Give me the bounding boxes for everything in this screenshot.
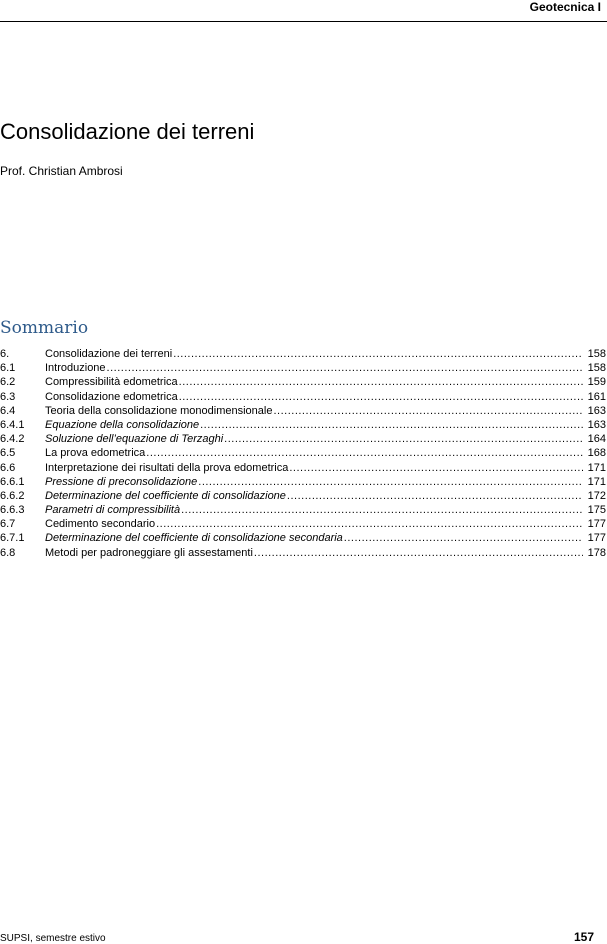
toc-entry-title: Introduzione xyxy=(45,362,106,375)
toc-entry-number: 6.8 xyxy=(0,546,16,559)
toc-entry-title: Pressione di preconsolidazione xyxy=(45,475,198,488)
toc-dot-leader xyxy=(179,375,583,389)
toc-dot-leader xyxy=(273,404,583,418)
toc-entry-page: 177 xyxy=(587,518,606,531)
toc-dot-leader xyxy=(179,390,583,404)
toc-entry-number: 6.7 xyxy=(0,518,16,531)
toc-entry-title: Equazione della consolidazione xyxy=(45,418,200,431)
toc-entry-page: 171 xyxy=(587,475,606,488)
toc-entry-page: 177 xyxy=(587,532,606,545)
toc-entry-title: La prova edometrica xyxy=(45,447,146,460)
toc-entry-number: 6.4.1 xyxy=(0,418,25,431)
toc-entry-number: 6.6 xyxy=(0,461,16,474)
toc-entry-title: Parametri di compressibilità xyxy=(45,504,181,517)
toc-entry-page: 175 xyxy=(587,504,606,517)
toc-entry[interactable] xyxy=(0,546,607,560)
toc-dot-leader xyxy=(287,489,583,503)
toc-dot-leader xyxy=(181,503,583,517)
toc-dot-leader xyxy=(224,432,583,446)
toc-entry-title: Determinazione del coefficiente di consolidazione xyxy=(45,489,286,502)
toc-entry[interactable] xyxy=(0,347,607,361)
toc-entry-page: 163 xyxy=(587,404,606,417)
toc-entry[interactable] xyxy=(0,489,607,503)
toc-entry-number: 6.5 xyxy=(0,447,16,460)
toc-entry-number: 6.7.1 xyxy=(0,532,25,545)
toc-entry-title: Teoria della consolidazione monodimensionale xyxy=(45,404,273,417)
toc-dot-leader xyxy=(289,461,583,475)
toc-entry-number: 6.6.3 xyxy=(0,504,25,517)
toc-dot-leader xyxy=(173,347,583,361)
toc-entry[interactable] xyxy=(0,475,607,489)
toc-entry-number: 6.6.2 xyxy=(0,489,25,502)
toc-entry-page: 163 xyxy=(587,418,606,431)
toc-entry-page: 171 xyxy=(587,461,606,474)
toc-entry[interactable] xyxy=(0,432,607,446)
toc-entry-title: Cedimento secondario xyxy=(45,518,156,531)
toc-entry[interactable] xyxy=(0,517,607,531)
toc-entry-number: 6.6.1 xyxy=(0,475,25,488)
toc-entry-page: 168 xyxy=(587,447,606,460)
toc-entry-title: Interpretazione dei risultati della prova edometrica xyxy=(45,461,289,474)
toc-dot-leader xyxy=(254,546,583,560)
header-rule xyxy=(0,21,607,22)
table-of-contents xyxy=(0,347,607,560)
toc-dot-leader xyxy=(107,361,583,375)
toc-entry[interactable] xyxy=(0,404,607,418)
toc-dot-leader xyxy=(156,517,583,531)
toc-entry[interactable] xyxy=(0,418,607,432)
toc-entry-title: Consolidazione edometrica xyxy=(45,390,178,403)
toc-entry-page: 159 xyxy=(587,376,606,389)
running-header-title: Geotecnica I xyxy=(529,0,601,14)
toc-entry-number: 6.3 xyxy=(0,390,16,403)
toc-entry[interactable] xyxy=(0,446,607,460)
toc-entry[interactable] xyxy=(0,375,607,389)
chapter-author: Prof. Christian Ambrosi xyxy=(0,164,123,178)
toc-entry-number: 6.4 xyxy=(0,404,16,417)
toc-entry[interactable] xyxy=(0,361,607,375)
toc-dot-leader xyxy=(198,475,583,489)
toc-entry-title: Soluzione dell’equazione di Terzaghi xyxy=(45,433,224,446)
toc-dot-leader xyxy=(200,418,583,432)
toc-entry-number: 6.1 xyxy=(0,362,16,375)
toc-heading: Sommario xyxy=(0,318,89,338)
toc-entry-page: 158 xyxy=(587,348,606,360)
toc-entry-number: 6.2 xyxy=(0,376,16,389)
toc-entry-page: 161 xyxy=(587,390,606,403)
chapter-title: Consolidazione dei terreni xyxy=(0,119,255,144)
toc-entry-title: Determinazione del coefficiente di consolidazione secondaria xyxy=(45,532,343,545)
toc-entry-page: 178 xyxy=(587,546,606,559)
toc-entry[interactable] xyxy=(0,390,607,404)
toc-entry-page: 172 xyxy=(587,489,606,502)
toc-dot-leader xyxy=(344,531,583,545)
toc-entry-title: Consolidazione dei terreni xyxy=(45,348,173,360)
toc-entry[interactable] xyxy=(0,461,607,475)
footer-page-number: 157 xyxy=(573,930,594,944)
toc-entry-title: Metodi per padroneggiare gli assestamenti xyxy=(45,546,253,559)
toc-entry-number: 6.4.2 xyxy=(0,433,25,446)
toc-entry-page: 158 xyxy=(587,362,606,375)
toc-entry[interactable] xyxy=(0,503,607,517)
toc-entry-page: 164 xyxy=(587,433,606,446)
toc-entry-number: 6. xyxy=(0,348,10,360)
footer-course-info: SUPSI, semestre estivo xyxy=(0,933,106,944)
toc-entry-title: Compressibilità edometrica xyxy=(45,376,178,389)
toc-dot-leader xyxy=(146,446,583,460)
toc-entry[interactable] xyxy=(0,531,607,545)
